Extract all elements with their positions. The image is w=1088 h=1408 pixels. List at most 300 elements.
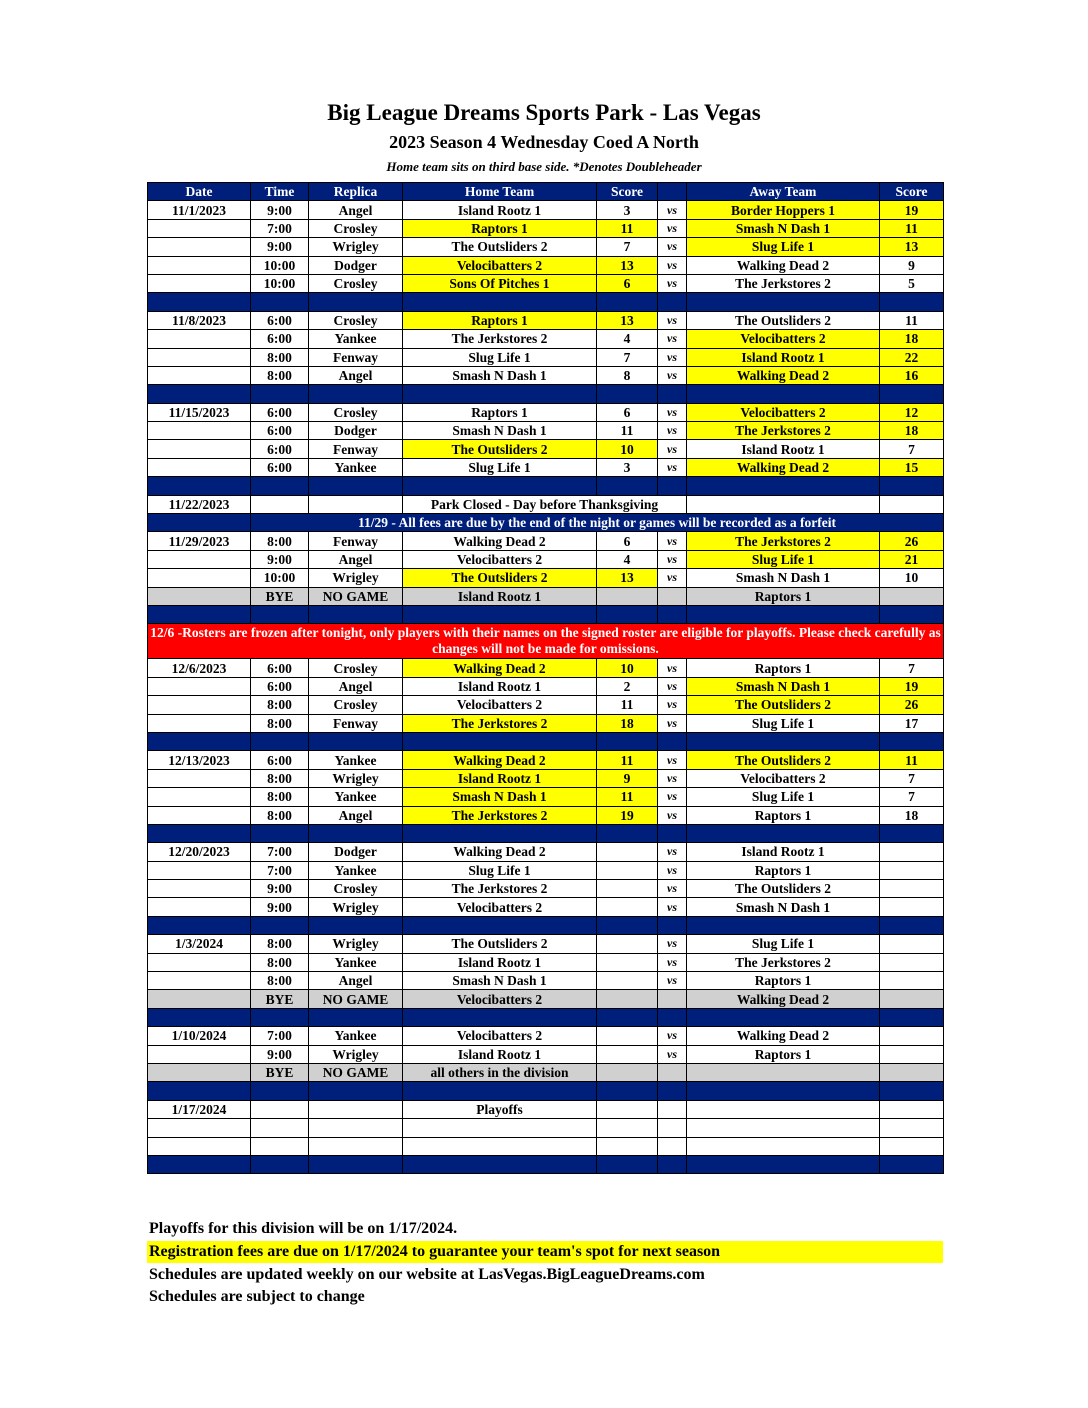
vs-cell (658, 1063, 687, 1081)
blank-cell (658, 1137, 687, 1155)
separator-cell (880, 293, 944, 311)
vs-cell: vs (658, 201, 687, 219)
home-team-cell: Velocibatters 2 (403, 1027, 597, 1045)
away-team-cell: Smash N Dash 1 (687, 677, 880, 695)
game-row (148, 274, 944, 292)
separator-cell (880, 1082, 944, 1100)
away-score-cell: 26 (880, 696, 944, 714)
home-score-cell (597, 1063, 658, 1081)
vs-cell: vs (658, 219, 687, 237)
away-score-cell: 16 (880, 366, 944, 384)
away-score-cell: 13 (880, 238, 944, 256)
field-cell: Yankee (309, 330, 403, 348)
home-team-cell: Smash N Dash 1 (403, 366, 597, 384)
separator-cell (687, 477, 880, 495)
separator-cell (148, 1155, 251, 1173)
game-row (148, 898, 944, 916)
home-team-cell: Walking Dead 2 (403, 751, 597, 769)
bye-row (148, 1063, 944, 1081)
date-cell (148, 219, 251, 237)
season-subtitle: 2023 Season 4 Wednesday Coed A North (389, 132, 699, 152)
vs-cell: vs (658, 330, 687, 348)
field-cell: Crosley (309, 880, 403, 898)
separator-cell (597, 385, 658, 403)
bye-row (148, 990, 944, 1008)
separator-cell (658, 477, 687, 495)
away-team-cell: Island Rootz 1 (687, 348, 880, 366)
vs-cell: vs (658, 256, 687, 274)
away-team-cell: Walking Dead 2 (687, 458, 880, 476)
home-score-cell (597, 935, 658, 953)
field-cell: Wrigley (309, 935, 403, 953)
vs-cell (687, 495, 880, 513)
separator-cell (403, 1155, 597, 1173)
vs-cell: vs (658, 935, 687, 953)
vs-cell: vs (658, 751, 687, 769)
game-row (148, 550, 944, 568)
away-team-cell: Border Hoppers 1 (687, 201, 880, 219)
home-score-cell: 7 (597, 348, 658, 366)
home-team-cell: Slug Life 1 (403, 348, 597, 366)
separator-cell (880, 1008, 944, 1026)
away-team-cell: Island Rootz 1 (687, 843, 880, 861)
separator-cell (403, 1082, 597, 1100)
away-score-cell: 7 (880, 788, 944, 806)
date-cell (148, 953, 251, 971)
separator-cell (251, 385, 309, 403)
blank-cell (687, 1137, 880, 1155)
col-replica-header: Replica (309, 183, 403, 201)
game-row (148, 330, 944, 348)
separator-cell (309, 1008, 403, 1026)
separator-cell (148, 732, 251, 750)
away-team-cell: Velocibatters 2 (687, 330, 880, 348)
vs-cell: vs (658, 1045, 687, 1063)
page-title: Big League Dreams Sports Park - Las Vegas (327, 100, 761, 125)
game-row (148, 311, 944, 329)
vs-cell: vs (658, 1027, 687, 1045)
separator-cell (251, 1008, 309, 1026)
game-row (148, 861, 944, 879)
field-cell: Yankee (309, 861, 403, 879)
field-cell: Crosley (309, 311, 403, 329)
separator-cell (687, 1082, 880, 1100)
game-row (148, 769, 944, 787)
away-team-cell: Smash N Dash 1 (687, 569, 880, 587)
date-cell (148, 569, 251, 587)
away-team-cell: The Outsliders 2 (687, 880, 880, 898)
schedule-note: Home team sits on third base side. *Denotes Doubleheader (386, 159, 702, 174)
time-cell: 8:00 (251, 714, 309, 732)
home-team-cell: Velocibatters 2 (403, 256, 597, 274)
time-cell: 10:00 (251, 274, 309, 292)
date-cell (148, 1045, 251, 1063)
separator-cell (251, 293, 309, 311)
away-team-cell: The Jerkstores 2 (687, 274, 880, 292)
time-cell: 8:00 (251, 696, 309, 714)
col-home-score-header: Score (597, 183, 658, 201)
home-score-cell: 11 (597, 751, 658, 769)
away-score-cell: 15 (880, 458, 944, 476)
vs-cell (658, 1100, 687, 1118)
time-cell: 7:00 (251, 843, 309, 861)
blank-cell (687, 1119, 880, 1137)
separator-cell (880, 916, 944, 934)
date-cell (148, 788, 251, 806)
away-team-cell: The Outsliders 2 (687, 696, 880, 714)
playoffs-note: Playoffs for this division will be on 1/17/2024. (149, 1220, 458, 1237)
away-score-cell (880, 1045, 944, 1063)
away-score-cell (880, 1063, 944, 1081)
separator-cell (403, 477, 597, 495)
bye-away-team (687, 1063, 880, 1081)
playoffs-text: Playoffs (403, 1100, 597, 1118)
game-row (148, 348, 944, 366)
home-score-cell (597, 587, 658, 605)
blank-cell (880, 1137, 944, 1155)
separator-cell (309, 1155, 403, 1173)
date-cell (148, 440, 251, 458)
separator-cell (148, 916, 251, 934)
separator-cell (880, 605, 944, 623)
separator-cell (148, 385, 251, 403)
blank-cell (251, 1137, 309, 1155)
separator-cell (597, 1008, 658, 1026)
time-cell: 9:00 (251, 238, 309, 256)
time-cell: 8:00 (251, 769, 309, 787)
field-cell (309, 495, 403, 513)
away-score-cell: 7 (880, 659, 944, 677)
vs-cell: vs (658, 569, 687, 587)
away-score-cell: 10 (880, 569, 944, 587)
col-vs-header (658, 183, 687, 201)
away-score-cell: 12 (880, 403, 944, 421)
away-score-cell: 9 (880, 256, 944, 274)
fees-notice-text: 11/29 - All fees are due by the end of the night or games will be recorded as a forfeit (251, 514, 944, 532)
vs-cell: vs (658, 403, 687, 421)
home-team-cell: Walking Dead 2 (403, 532, 597, 550)
vs-cell: vs (658, 366, 687, 384)
separator-row (148, 916, 944, 934)
time-cell: 6:00 (251, 751, 309, 769)
away-team-cell: Smash N Dash 1 (687, 898, 880, 916)
away-team-cell: Slug Life 1 (687, 788, 880, 806)
home-team-cell: Smash N Dash 1 (403, 422, 597, 440)
away-team-cell: Smash N Dash 1 (687, 219, 880, 237)
bye-away-team: Raptors 1 (687, 587, 880, 605)
bye-home-team: Velocibatters 2 (403, 990, 597, 1008)
field-cell: Crosley (309, 696, 403, 714)
away-team-cell: Walking Dead 2 (687, 366, 880, 384)
separator-row (148, 1155, 944, 1173)
time-cell: 9:00 (251, 898, 309, 916)
away-score-cell: 11 (880, 751, 944, 769)
away-score-cell (880, 587, 944, 605)
away-score-cell: 21 (880, 550, 944, 568)
separator-row (148, 824, 944, 842)
away-score-cell: 26 (880, 532, 944, 550)
separator-cell (658, 1082, 687, 1100)
home-team-cell: Velocibatters 2 (403, 898, 597, 916)
away-score-cell (880, 861, 944, 879)
home-score-cell: 4 (597, 330, 658, 348)
separator-cell (687, 1155, 880, 1173)
separator-cell (658, 1008, 687, 1026)
blank-cell (658, 1119, 687, 1137)
date-cell: 11/29/2023 (148, 532, 251, 550)
date-cell (148, 458, 251, 476)
field-cell (309, 1100, 403, 1118)
date-cell (148, 861, 251, 879)
home-score-cell (597, 843, 658, 861)
separator-cell (148, 1082, 251, 1100)
date-cell: 11/1/2023 (148, 201, 251, 219)
date-cell (148, 256, 251, 274)
home-team-cell: The Jerkstores 2 (403, 330, 597, 348)
time-cell: 10:00 (251, 256, 309, 274)
away-score-cell: 7 (880, 769, 944, 787)
game-row (148, 458, 944, 476)
game-row (148, 696, 944, 714)
separator-cell (658, 824, 687, 842)
game-row (148, 238, 944, 256)
bye-row (148, 587, 944, 605)
field-cell: Angel (309, 677, 403, 695)
blank-cell (880, 1119, 944, 1137)
date-cell (148, 274, 251, 292)
date-cell (148, 330, 251, 348)
vs-cell: vs (658, 348, 687, 366)
date-cell: 1/17/2024 (148, 1100, 251, 1118)
game-row (148, 659, 944, 677)
field-cell: Fenway (309, 348, 403, 366)
field-cell: Fenway (309, 532, 403, 550)
field-cell: Crosley (309, 403, 403, 421)
field-cell: Crosley (309, 274, 403, 292)
separator-cell (597, 293, 658, 311)
away-score-cell: 11 (880, 219, 944, 237)
home-score-cell: 7 (597, 238, 658, 256)
date-cell (148, 1063, 251, 1081)
home-team-cell: Island Rootz 1 (403, 1045, 597, 1063)
time-cell: 8:00 (251, 972, 309, 990)
time-cell: 6:00 (251, 458, 309, 476)
vs-cell: vs (658, 880, 687, 898)
separator-cell (597, 1155, 658, 1173)
separator-cell (687, 824, 880, 842)
away-team-cell: Raptors 1 (687, 861, 880, 879)
date-cell (148, 898, 251, 916)
home-team-cell: Island Rootz 1 (403, 953, 597, 971)
vs-cell: vs (658, 677, 687, 695)
separator-cell (597, 824, 658, 842)
home-score-cell: 11 (597, 696, 658, 714)
field-cell: Angel (309, 550, 403, 568)
home-score-cell: 3 (597, 458, 658, 476)
separator-cell (148, 293, 251, 311)
separator-cell (251, 477, 309, 495)
separator-cell (687, 605, 880, 623)
date-cell (148, 696, 251, 714)
away-score-cell: 11 (880, 311, 944, 329)
field-cell: Angel (309, 972, 403, 990)
game-row (148, 788, 944, 806)
away-team-cell: Slug Life 1 (687, 714, 880, 732)
home-team-cell: The Outsliders 2 (403, 935, 597, 953)
separator-cell (687, 732, 880, 750)
away-score-cell (880, 953, 944, 971)
schedule-body (148, 201, 944, 1174)
away-team-cell: Raptors 1 (687, 659, 880, 677)
separator-cell (309, 824, 403, 842)
home-score-cell (597, 972, 658, 990)
date-cell (148, 714, 251, 732)
park-closed-row (148, 495, 944, 513)
away-team-cell: Raptors 1 (687, 1045, 880, 1063)
blank-row (148, 1119, 944, 1137)
separator-cell (403, 605, 597, 623)
home-team-cell: The Jerkstores 2 (403, 806, 597, 824)
separator-cell (309, 293, 403, 311)
vs-cell: vs (658, 972, 687, 990)
vs-cell: vs (658, 274, 687, 292)
home-score-cell (597, 880, 658, 898)
field-cell: Dodger (309, 843, 403, 861)
vs-cell: vs (658, 843, 687, 861)
blank-cell (309, 1137, 403, 1155)
home-score-cell: 11 (597, 422, 658, 440)
time-cell: 7:00 (251, 861, 309, 879)
field-cell: Angel (309, 806, 403, 824)
separator-row (148, 293, 944, 311)
home-team-cell: The Outsliders 2 (403, 440, 597, 458)
home-team-cell: The Outsliders 2 (403, 569, 597, 587)
separator-cell (148, 605, 251, 623)
field-cell: Fenway (309, 714, 403, 732)
game-row (148, 843, 944, 861)
table-header-row (148, 183, 944, 201)
game-row (148, 677, 944, 695)
date-cell: 11/22/2023 (148, 495, 251, 513)
blank-cell (403, 1119, 597, 1137)
separator-cell (148, 824, 251, 842)
home-score-cell: 2 (597, 677, 658, 695)
home-team-cell: Smash N Dash 1 (403, 788, 597, 806)
separator-cell (597, 732, 658, 750)
bye-away-team: Walking Dead 2 (687, 990, 880, 1008)
vs-cell: vs (658, 659, 687, 677)
home-score-cell (597, 898, 658, 916)
field-cell: Dodger (309, 422, 403, 440)
vs-cell: vs (658, 550, 687, 568)
game-row (148, 806, 944, 824)
vs-cell: vs (658, 440, 687, 458)
date-cell: 12/13/2023 (148, 751, 251, 769)
time-cell: 8:00 (251, 532, 309, 550)
separator-row (148, 732, 944, 750)
separator-cell (658, 385, 687, 403)
away-score-cell (880, 972, 944, 990)
home-score-cell (597, 990, 658, 1008)
separator-cell (148, 1008, 251, 1026)
separator-cell (251, 916, 309, 934)
separator-cell (658, 605, 687, 623)
separator-cell (251, 1155, 309, 1173)
date-cell (148, 550, 251, 568)
separator-cell (309, 732, 403, 750)
home-team-cell: Smash N Dash 1 (403, 972, 597, 990)
date-cell (148, 990, 251, 1008)
time-cell: 9:00 (251, 1045, 309, 1063)
time-cell: 8:00 (251, 953, 309, 971)
date-cell (148, 587, 251, 605)
home-team-cell: Velocibatters 2 (403, 696, 597, 714)
game-row (148, 440, 944, 458)
separator-cell (658, 293, 687, 311)
away-team-cell: Walking Dead 2 (687, 256, 880, 274)
separator-cell (403, 732, 597, 750)
home-score-cell: 13 (597, 311, 658, 329)
schedule-table (147, 182, 944, 1174)
away-score-cell (880, 935, 944, 953)
date-cell: 1/3/2024 (148, 935, 251, 953)
field-cell: Wrigley (309, 238, 403, 256)
bye-home-team: Island Rootz 1 (403, 587, 597, 605)
separator-cell (403, 385, 597, 403)
vs-cell: vs (658, 532, 687, 550)
date-cell (148, 972, 251, 990)
home-team-cell: The Outsliders 2 (403, 238, 597, 256)
separator-cell (403, 916, 597, 934)
date-cell: 1/10/2024 (148, 1027, 251, 1045)
away-score-cell: 5 (880, 274, 944, 292)
game-row (148, 569, 944, 587)
game-row (148, 1027, 944, 1045)
bye-label: BYE (251, 990, 309, 1008)
field-cell: Angel (309, 366, 403, 384)
away-score-cell (880, 990, 944, 1008)
home-score-cell: 11 (597, 219, 658, 237)
away-team-cell: The Jerkstores 2 (687, 422, 880, 440)
away-score-cell (880, 898, 944, 916)
time-cell: 8:00 (251, 366, 309, 384)
separator-row (148, 385, 944, 403)
away-score-cell: 18 (880, 806, 944, 824)
vs-cell: vs (658, 788, 687, 806)
home-score-cell (597, 1100, 658, 1118)
separator-cell (597, 916, 658, 934)
time-cell: 9:00 (251, 550, 309, 568)
vs-cell: vs (658, 238, 687, 256)
game-row (148, 422, 944, 440)
time-cell: 8:00 (251, 806, 309, 824)
home-score-cell: 8 (597, 366, 658, 384)
col-away-score-header: Score (880, 183, 944, 201)
away-team-cell: Slug Life 1 (687, 935, 880, 953)
separator-cell (880, 477, 944, 495)
date-cell: 11/15/2023 (148, 403, 251, 421)
separator-row (148, 1008, 944, 1026)
away-score-cell (880, 843, 944, 861)
vs-cell: vs (658, 953, 687, 971)
separator-cell (880, 732, 944, 750)
game-row (148, 256, 944, 274)
vs-cell: vs (658, 861, 687, 879)
home-score-cell (597, 861, 658, 879)
date-cell (148, 348, 251, 366)
time-cell: 9:00 (251, 880, 309, 898)
blank-cell (403, 1137, 597, 1155)
